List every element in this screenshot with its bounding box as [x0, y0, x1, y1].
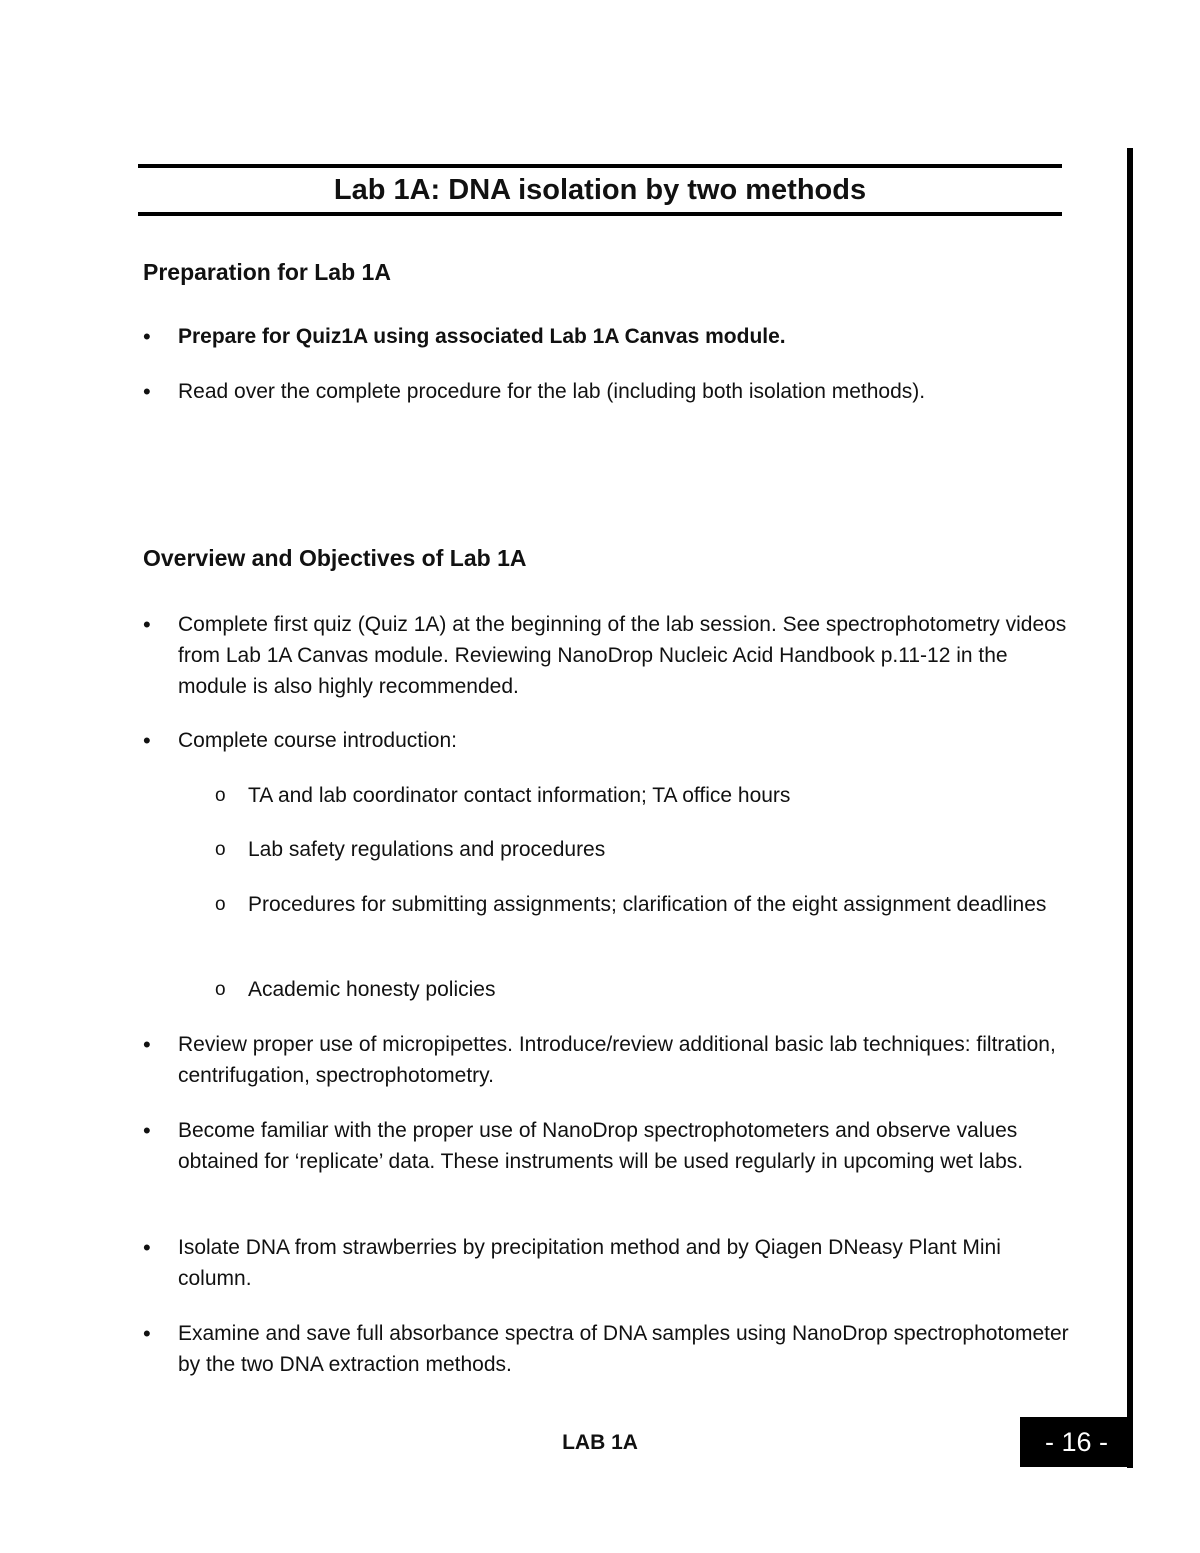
list-item-text: Complete first quiz (Quiz 1A) at the beginning of the lab session. See spectrophotometry videos from Lab 1A Canvas module. Reviewing NanoDrop Nucleic Acid Handbook p.11-12 in the module is also highly recommended. — [178, 613, 1067, 698]
list-item-text: Become familiar with the proper use of NanoDrop spectrophotometers and observe values obtained for ‘replicate’ data. These instruments will be used regularly in upcoming wet labs. — [178, 1119, 1024, 1173]
page-number-badge — [1020, 1417, 1133, 1467]
page-margin-rule — [1127, 148, 1133, 1468]
list-item-text: Complete course introduction: — [178, 729, 457, 752]
sub-list-item-text: TA and lab coordinator contact information; TA office hours — [248, 784, 791, 807]
circle-bullet-icon — [215, 974, 227, 1006]
page-title: Lab 1A: DNA isolation by two methods — [333, 174, 867, 206]
list-item-text: Prepare for Quiz1A using associated Lab 1A Canvas module. — [178, 325, 786, 348]
bullet-icon — [143, 725, 155, 759]
overview-heading: Overview and Objectives of Lab 1A — [143, 545, 527, 571]
page-number: - 16 - — [1044, 1427, 1109, 1457]
circle-bullet-icon — [215, 780, 227, 812]
list-item-text: Examine and save full absorbance spectra of DNA samples using NanoDrop spectrophotometer by the two DNA extraction methods. — [178, 1322, 1069, 1376]
list-item-text: Isolate DNA from strawberries by precipitation method and by Qiagen DNeasy Plant Mini column. — [178, 1236, 1001, 1290]
bullet-icon — [143, 609, 155, 643]
bullet-icon — [143, 1115, 155, 1149]
preparation-heading: Preparation for Lab 1A — [143, 259, 391, 285]
title-rule-bottom — [138, 212, 1062, 216]
bullet-icon — [143, 376, 155, 410]
sub-list-item-text: Procedures for submitting assignments; clarification of the eight assignment deadlines — [248, 893, 1047, 916]
bullet-icon — [143, 1232, 155, 1266]
bullet-icon — [143, 1318, 155, 1352]
bullet-icon — [143, 321, 155, 355]
circle-bullet-icon — [215, 834, 227, 866]
footer-label: LAB 1A — [562, 1431, 638, 1454]
title-rule-top — [138, 164, 1062, 168]
circle-bullet-icon — [215, 889, 227, 921]
list-item-text: Read over the complete procedure for the lab (including both isolation methods). — [178, 380, 926, 403]
list-item-text: Review proper use of micropipettes. Introduce/review additional basic lab techniques: filtration, centrifugation, spectrophotometry. — [178, 1033, 1056, 1087]
bullet-icon — [143, 1029, 155, 1063]
sub-list-item-text: Academic honesty policies — [248, 978, 496, 1001]
sub-list-item-text: Lab safety regulations and procedures — [248, 838, 606, 861]
